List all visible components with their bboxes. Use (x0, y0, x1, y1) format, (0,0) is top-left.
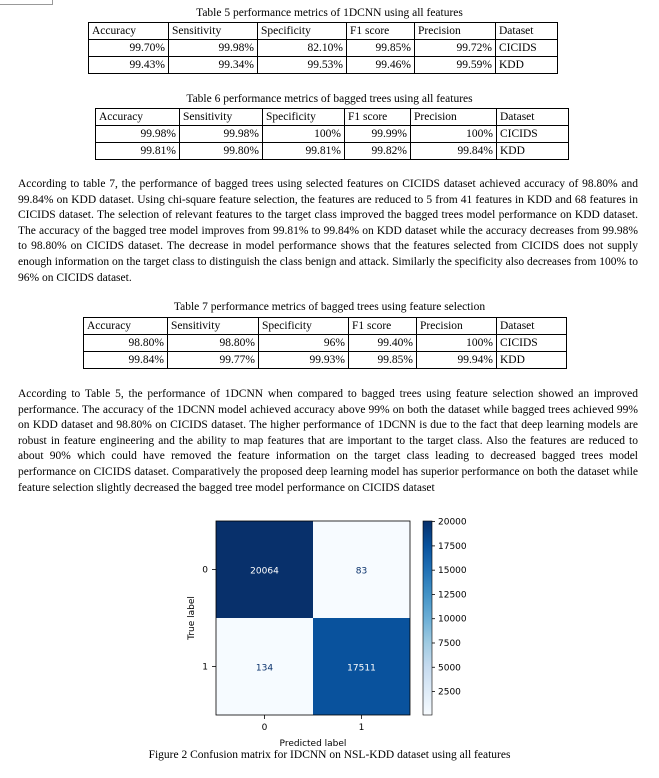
column-header: Accuracy (89, 23, 169, 40)
column-header: F1 score (349, 318, 417, 335)
column-header: Specificity (263, 109, 345, 126)
metric-cell: 99.85% (347, 40, 415, 57)
metric-cell: 99.80% (180, 143, 263, 160)
table6-caption: Table 6 performance metrics of bagged trees using all features (186, 93, 473, 105)
metric-cell: 99.98% (180, 126, 263, 143)
dataset-cell: KDD (497, 352, 567, 369)
metric-cell: 100% (417, 335, 497, 352)
column-header: F1 score (345, 109, 411, 126)
metric-cell: 99.59% (415, 57, 496, 74)
table-row (89, 40, 558, 57)
metric-cell: 99.98% (96, 126, 180, 143)
table7-caption: Table 7 performance metrics of bagged trees using feature selection (173, 301, 486, 313)
dataset-cell: KDD (496, 57, 558, 74)
column-header: Precision (417, 318, 497, 335)
column-header: Dataset (497, 318, 567, 335)
x-tick-label: 1 (358, 723, 365, 733)
colorbar-tick-label: 10000 (438, 614, 467, 625)
column-header: Precision (415, 23, 496, 40)
colorbar-tick-label: 15000 (438, 566, 467, 577)
column-header: Dataset (497, 109, 569, 126)
y-tick-label: 1 (202, 662, 208, 673)
metric-cell: 99.81% (263, 143, 345, 160)
column-header: Specificity (259, 318, 349, 335)
metric-cell: 99.43% (89, 57, 169, 74)
metric-cell: 99.34% (169, 57, 258, 74)
colorbar-tick-label: 7500 (438, 638, 461, 649)
metric-cell: 99.99% (345, 126, 411, 143)
table7 (83, 317, 567, 369)
table-row (96, 143, 569, 160)
column-header: Sensitivity (168, 318, 259, 335)
dataset-cell: CICIDS (497, 126, 569, 143)
metric-cell: 98.80% (168, 335, 259, 352)
metric-cell: 99.81% (96, 143, 180, 160)
confusion-matrix-chart (180, 510, 480, 746)
y-tick-label: 0 (202, 565, 208, 576)
dataset-cell: KDD (497, 143, 569, 160)
paragraph-comparison: According to Table 5, the performance of 1DCNN when compared to bagged trees using feature selection showed an improved performance. The accuracy of the 1DCNN model achieved accuracy above 99% on both the dataset while bagged trees achieved 99% on KDD dataset and 98.80% on CICIDS dataset. The higher performance of 1DCNN is due to the fact that deep learning models are robust in feature engineering and the ability to map features that are important to the target class. Also the features are reduced to about 90% which could have removed the feature information on the target class leading to decreased bagged trees model performance on CICIDS dataset. Comparatively the proposed deep learning model has superior performance on both the dataset while feature selection slightly decreased the bagged tree model performance on CICIDS dataset (18, 388, 638, 494)
dataset-cell: CICIDS (496, 40, 558, 57)
colorbar-tick-label: 17500 (438, 541, 467, 552)
column-header: Sensitivity (180, 109, 263, 126)
table5-caption: Table 5 performance metrics of 1DCNN using all features (196, 7, 463, 19)
colorbar-tick-label: 2500 (438, 687, 461, 698)
metric-cell: 99.98% (169, 40, 258, 57)
metric-cell: 99.84% (411, 143, 497, 160)
metric-cell: 99.72% (415, 40, 496, 57)
figure2-caption: Figure 2 Confusion matrix for IDCNN on NSL-KDD dataset using all features (148, 749, 511, 761)
metric-cell: 98.80% (84, 335, 168, 352)
metric-cell: 99.40% (349, 335, 417, 352)
cell-value-label: 20064 (250, 566, 279, 577)
column-header: Sensitivity (169, 23, 258, 40)
column-header: Accuracy (96, 109, 180, 126)
dataset-cell: CICIDS (497, 335, 567, 352)
table5 (88, 22, 558, 74)
metric-cell: 100% (263, 126, 345, 143)
metric-cell: 99.85% (349, 352, 417, 369)
metric-cell: 99.94% (417, 352, 497, 369)
x-tick-label: 0 (261, 723, 268, 733)
cell-value-label: 83 (355, 566, 368, 577)
column-header: F1 score (347, 23, 415, 40)
metric-cell: 96% (259, 335, 349, 352)
cell-value-label: 134 (255, 663, 274, 674)
metric-cell: 100% (411, 126, 497, 143)
metric-cell: 82.10% (258, 40, 347, 57)
metric-cell: 99.93% (259, 352, 349, 369)
colorbar-tick-label: 20000 (438, 517, 467, 528)
table-row (84, 335, 567, 352)
column-header: Accuracy (84, 318, 168, 335)
metric-cell: 99.70% (89, 40, 169, 57)
x-axis-label: Predicted label (279, 739, 347, 746)
paragraph-table7-discussion: According to table 7, the performance of bagged trees using selected features on CICIDS dataset achieved accuracy of 98.80% and 99.84% on KDD dataset. Using chi-square feature selection, the features are reduced to 5 from 41 features in KDD and 68 features in CICIDS dataset. The selection of relevant features to the target class improved the bagged trees model performance on KDD dataset. The accuracy of the bagged tree model improves from 99.81% to 99.84% on KDD dataset while the accuracy decreases from 99.98% to 98.80% on CICIDS dataset. The decrease in model performance shows that the features selected from CICIDS does not supply enough information on the target class to distinguish the class benign and attack. Similarly the specificity also decreases from 100% to 96% on CICIDS dataset. (18, 178, 638, 284)
y-axis-label: True label (187, 596, 197, 640)
column-header: Dataset (496, 23, 558, 40)
colorbar (423, 521, 432, 715)
colorbar-tick-label: 5000 (438, 663, 461, 674)
table-row (84, 352, 567, 369)
column-header: Precision (411, 109, 497, 126)
table-header-row (89, 23, 558, 40)
table-header-row (84, 318, 567, 335)
column-header: Specificity (258, 23, 347, 40)
metric-cell: 99.53% (258, 57, 347, 74)
metric-cell: 99.82% (345, 143, 411, 160)
metric-cell: 99.77% (168, 352, 259, 369)
table6 (95, 108, 569, 160)
cell-value-label: 17511 (347, 663, 376, 674)
metric-cell: 99.46% (347, 57, 415, 74)
metric-cell: 99.84% (84, 352, 168, 369)
colorbar-tick-label: 12500 (438, 590, 467, 601)
table-header-row (96, 109, 569, 126)
top-left-border-fragment (0, 0, 53, 5)
table-row (96, 126, 569, 143)
table-row (89, 57, 558, 74)
